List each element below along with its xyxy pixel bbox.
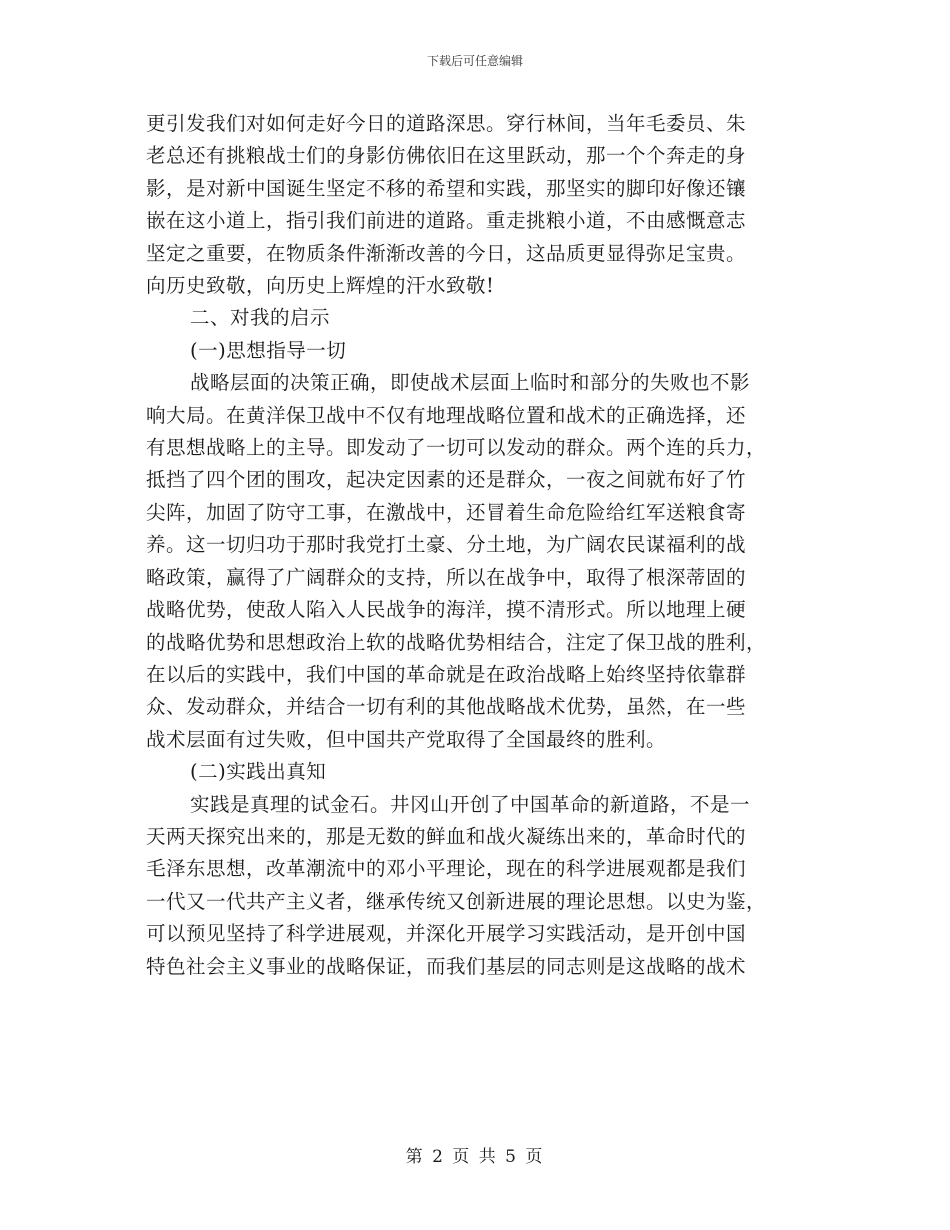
text-line: 战略优势，使敌人陷入人民战争的海洋，摸不清形式。所以地理上硬 xyxy=(146,598,747,622)
text-line: 老总还有挑粮战士们的身影仿佛依旧在这里跃动，那一个个奔走的身 xyxy=(146,144,747,168)
text-line: 响大局。在黄洋保卫战中不仅有地理战略位置和战术的正确选择，还 xyxy=(146,403,747,427)
text-line: 众、发动群众，并结合一切有利的其他战略战术优势，虽然，在一些 xyxy=(146,695,747,719)
text-line: 战术层面有过失败，但中国共产党取得了全国最终的胜利。 xyxy=(146,727,667,751)
text-line: (一)思想指导一切 xyxy=(190,338,347,362)
text-line: 可以预见坚持了科学进展观，并深化开展学习实践活动，是开创中国 xyxy=(146,922,747,946)
text-line: 战略层面的决策正确，即使战术层面上临时和部分的失败也不影 xyxy=(190,371,751,395)
text-line: 毛泽东思想，改革潮流中的邓小平理论，现在的科学进展观都是我们 xyxy=(146,857,747,881)
text-line: 略政策，赢得了广阔群众的支持，所以在战争中，取得了根深蒂固的 xyxy=(146,565,747,589)
text-line: 有思想战略上的主导。即发动了一切可以发动的群众。两个连的兵力， xyxy=(146,436,767,460)
text-line: 坚定之重要，在物质条件渐渐改善的今日，这品质更显得弥足宝贵。 xyxy=(146,241,747,265)
text-line: 更引发我们对如何走好今日的道路深思。穿行林间，当年毛委员、朱 xyxy=(146,112,747,135)
text-line: 的战略优势和思想政治上软的战略优势相结合，注定了保卫战的胜利， xyxy=(146,630,767,654)
text-line: 影，是对新中国诞生坚定不移的希望和实践，那坚实的脚印好像还镶 xyxy=(146,176,747,200)
text-line: 天两天探究出来的，那是无数的鲜血和战火凝练出来的，革命时代的 xyxy=(146,824,747,848)
page-header-note: 下载后可任意编辑 xyxy=(426,54,523,68)
text-line: (二)实践出真知 xyxy=(190,760,327,784)
document-body xyxy=(146,108,806,983)
text-line: 抵挡了四个团的围攻，起决定因素的还是群众，一夜之间就布好了竹 xyxy=(146,468,747,492)
text-line: 二、对我的启示 xyxy=(190,306,331,330)
text-line: 在以后的实践中，我们中国的革命就是在政治战略上始终坚持依靠群 xyxy=(146,662,747,686)
text-line: 尖阵，加固了防守工事，在激战中，还冒着生命危险给红军送粮食寄 xyxy=(146,500,747,524)
text-line: 实践是真理的试金石。井冈山开创了中国革命的新道路，不是一 xyxy=(190,792,751,816)
text-line: 向历史致敬，向历史上辉煌的汗水致敬! xyxy=(146,274,495,298)
text-line: 一代又一代共产主义者，继承传统又创新进展的理论思想。以史为鉴， xyxy=(146,889,767,913)
text-line: 养。这一切归功于那时我党打土豪、分土地，为广阔农民谋福利的战 xyxy=(146,533,747,557)
page-number-footer: 第 2 页 共 5 页 xyxy=(405,1147,545,1167)
text-line: 嵌在这小道上，指引我们前进的道路。重走挑粮小道，不由感慨意志 xyxy=(146,209,747,233)
text-line: 特色社会主义事业的战略保证，而我们基层的同志则是这战略的战术 xyxy=(146,954,747,978)
